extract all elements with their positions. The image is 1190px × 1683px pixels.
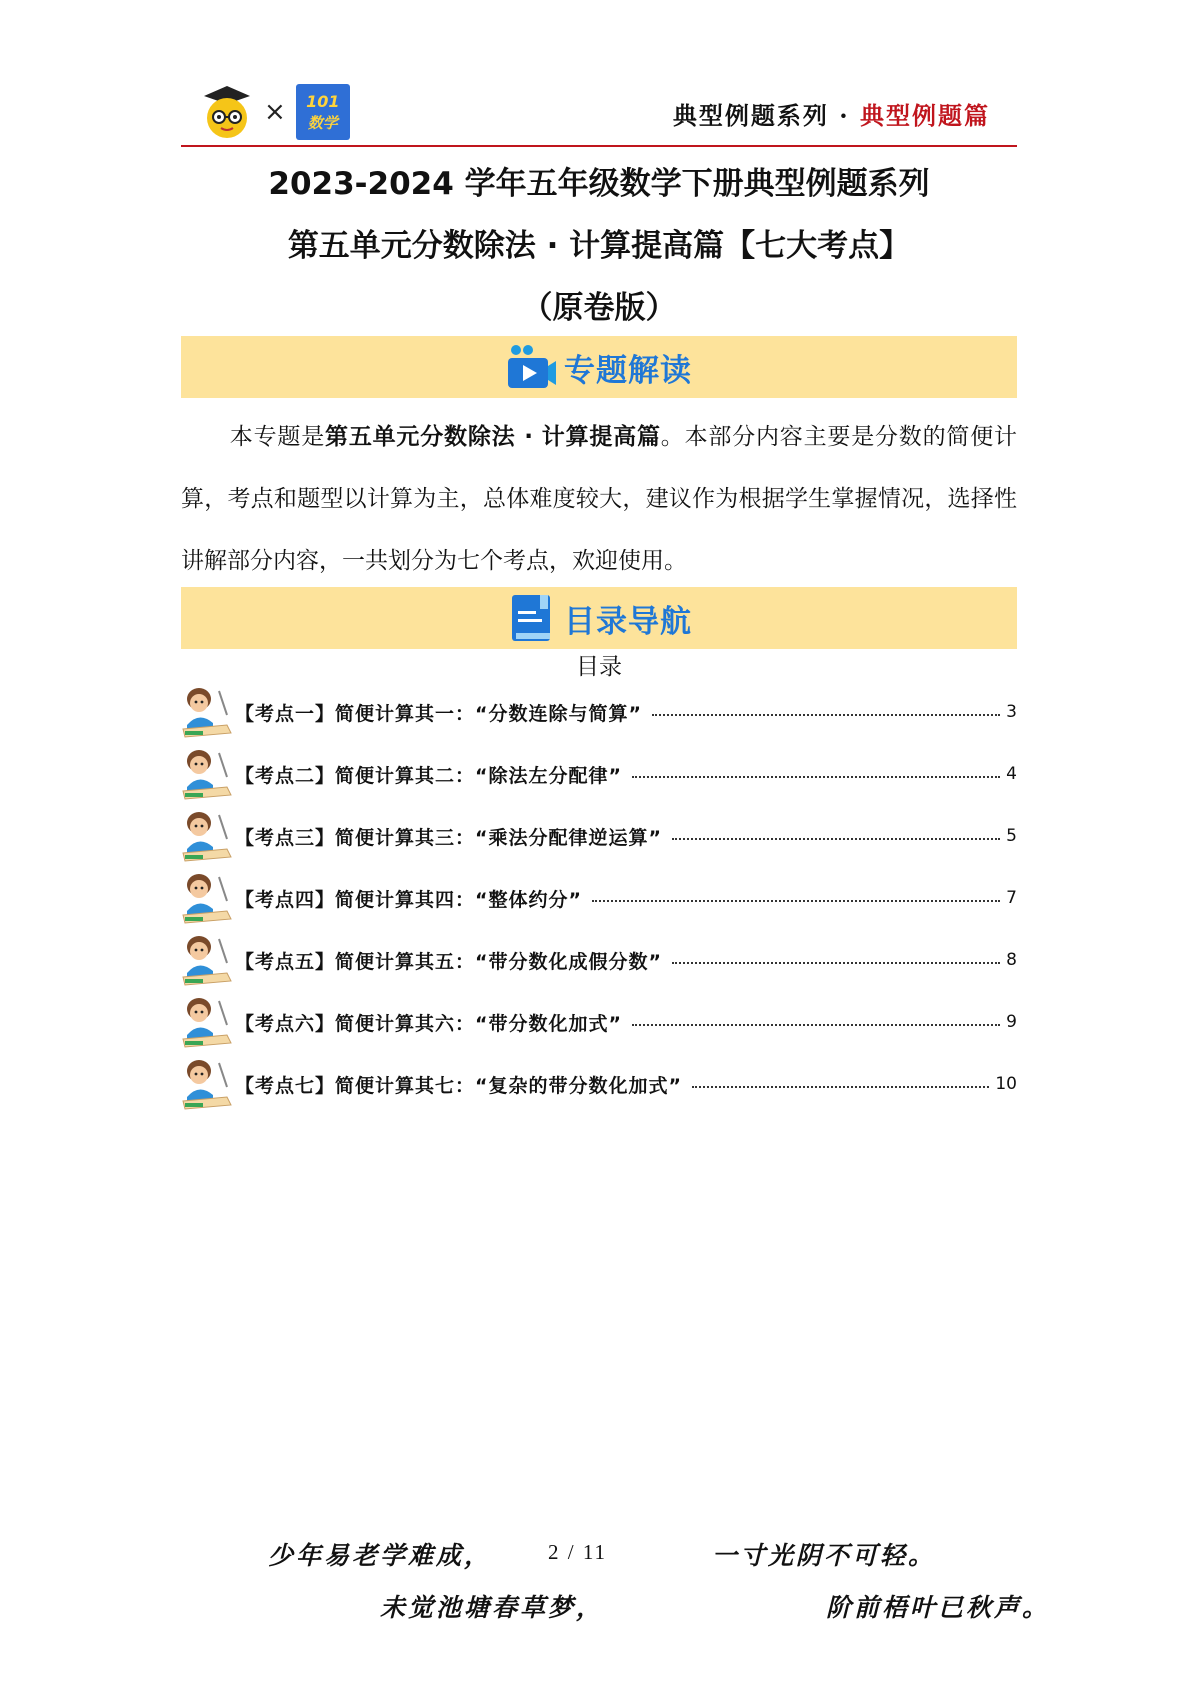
toc-entry[interactable] xyxy=(181,997,1017,1047)
toc-entry-page: 9 xyxy=(1006,1012,1017,1032)
footer-poem-line-3: 未觉池塘春草梦， xyxy=(380,1593,605,1622)
intro-emphasis: 第五单元分数除法 · 计算提高篇 xyxy=(325,424,661,450)
page-indicator: 2 / 11 xyxy=(548,1540,608,1564)
document-title: 2023-2024 学年五年级数学下册典型例题系列 xyxy=(268,166,930,202)
toc-entry-label: 【考点六】简便计算其六：“带分数化加式” xyxy=(235,1012,622,1035)
video-play-icon xyxy=(506,342,558,392)
toc-entry-page: 7 xyxy=(1006,888,1017,908)
boy-reading-icon xyxy=(181,871,233,925)
series-title xyxy=(673,96,990,131)
intro-lead: 本专题是 xyxy=(229,424,326,450)
toc-entry[interactable] xyxy=(181,811,1017,861)
boy-reading-icon xyxy=(181,809,233,863)
logo-badge-line1: 101 xyxy=(306,92,340,111)
toc-entry-label: 【考点二】简便计算其二：“除法左分配律” xyxy=(235,764,622,787)
boy-reading-icon xyxy=(181,747,233,801)
toc-leader-dots xyxy=(632,1024,1000,1026)
toc-entry[interactable] xyxy=(181,873,1017,923)
toc-entry[interactable] xyxy=(181,1059,1017,1109)
logo-badge-line2: 数学 xyxy=(307,114,338,132)
toc-entry-label: 【考点三】简便计算其三：“乘法分配律逆运算” xyxy=(235,826,662,849)
toc-leader-dots xyxy=(692,1086,989,1088)
toc-entry[interactable] xyxy=(181,935,1017,985)
topic-banner-label: 专题解读 xyxy=(564,352,692,389)
footer-poem-line-2: 一寸光阴不可轻。 xyxy=(712,1541,937,1570)
intro-paragraph xyxy=(181,406,1017,592)
boy-reading-icon xyxy=(181,1057,233,1111)
math-101-logo xyxy=(296,84,350,140)
footer-poem-line-4: 阶前梧叶已秋声。 xyxy=(826,1593,1051,1622)
logo-group xyxy=(200,82,350,142)
logo-separator: × xyxy=(264,97,286,127)
toc-entry-page: 8 xyxy=(1006,950,1017,970)
toc-entry[interactable] xyxy=(181,687,1017,737)
boy-reading-icon xyxy=(181,685,233,739)
boy-reading-icon xyxy=(181,995,233,1049)
toc-heading: 目录 xyxy=(576,654,622,680)
header-divider xyxy=(181,145,1017,147)
toc-entry-label: 【考点五】简便计算其五：“带分数化成假分数” xyxy=(235,950,662,973)
toc-entry-page: 3 xyxy=(1006,702,1017,722)
toc-banner-label: 目录导航 xyxy=(564,603,692,640)
book-icon xyxy=(506,593,558,643)
toc-leader-dots xyxy=(672,838,1000,840)
series-title-main: 典型例题系列 · xyxy=(672,101,860,130)
toc-leader-dots xyxy=(592,900,1000,902)
document-edition: （原卷版） xyxy=(521,290,677,326)
intro-rest: 。本部分内容主要是分数的简便计算，考点和题型以计算为主，总体难度较大，建议作为根据学生掌握情况，选择性讲解部分内容，一共划分为七个考点，欢迎使用。 xyxy=(181,424,1018,574)
toc-entry-label: 【考点四】简便计算其四：“整体约分” xyxy=(235,888,582,911)
cartoon-student-icon xyxy=(200,84,254,140)
boy-reading-icon xyxy=(181,933,233,987)
toc-banner xyxy=(181,587,1017,649)
series-title-accent: 典型例题篇 xyxy=(860,101,990,130)
toc-entry-label: 【考点七】简便计算其七：“复杂的带分数化加式” xyxy=(235,1074,682,1097)
toc-entry-page: 5 xyxy=(1006,826,1017,846)
toc-leader-dots xyxy=(632,776,1000,778)
topic-banner xyxy=(181,336,1017,398)
toc-leader-dots xyxy=(672,962,1000,964)
toc-entry-page: 4 xyxy=(1006,764,1017,784)
toc-entry[interactable] xyxy=(181,749,1017,799)
toc-entry-page: 10 xyxy=(995,1074,1017,1094)
toc-entry-label: 【考点一】简便计算其一：“分数连除与简算” xyxy=(235,702,642,725)
footer-poem-line-1: 少年易老学难成， xyxy=(268,1541,493,1570)
toc-leader-dots xyxy=(652,714,1000,716)
document-subtitle: 第五单元分数除法 · 计算提高篇【七大考点】 xyxy=(287,228,911,264)
